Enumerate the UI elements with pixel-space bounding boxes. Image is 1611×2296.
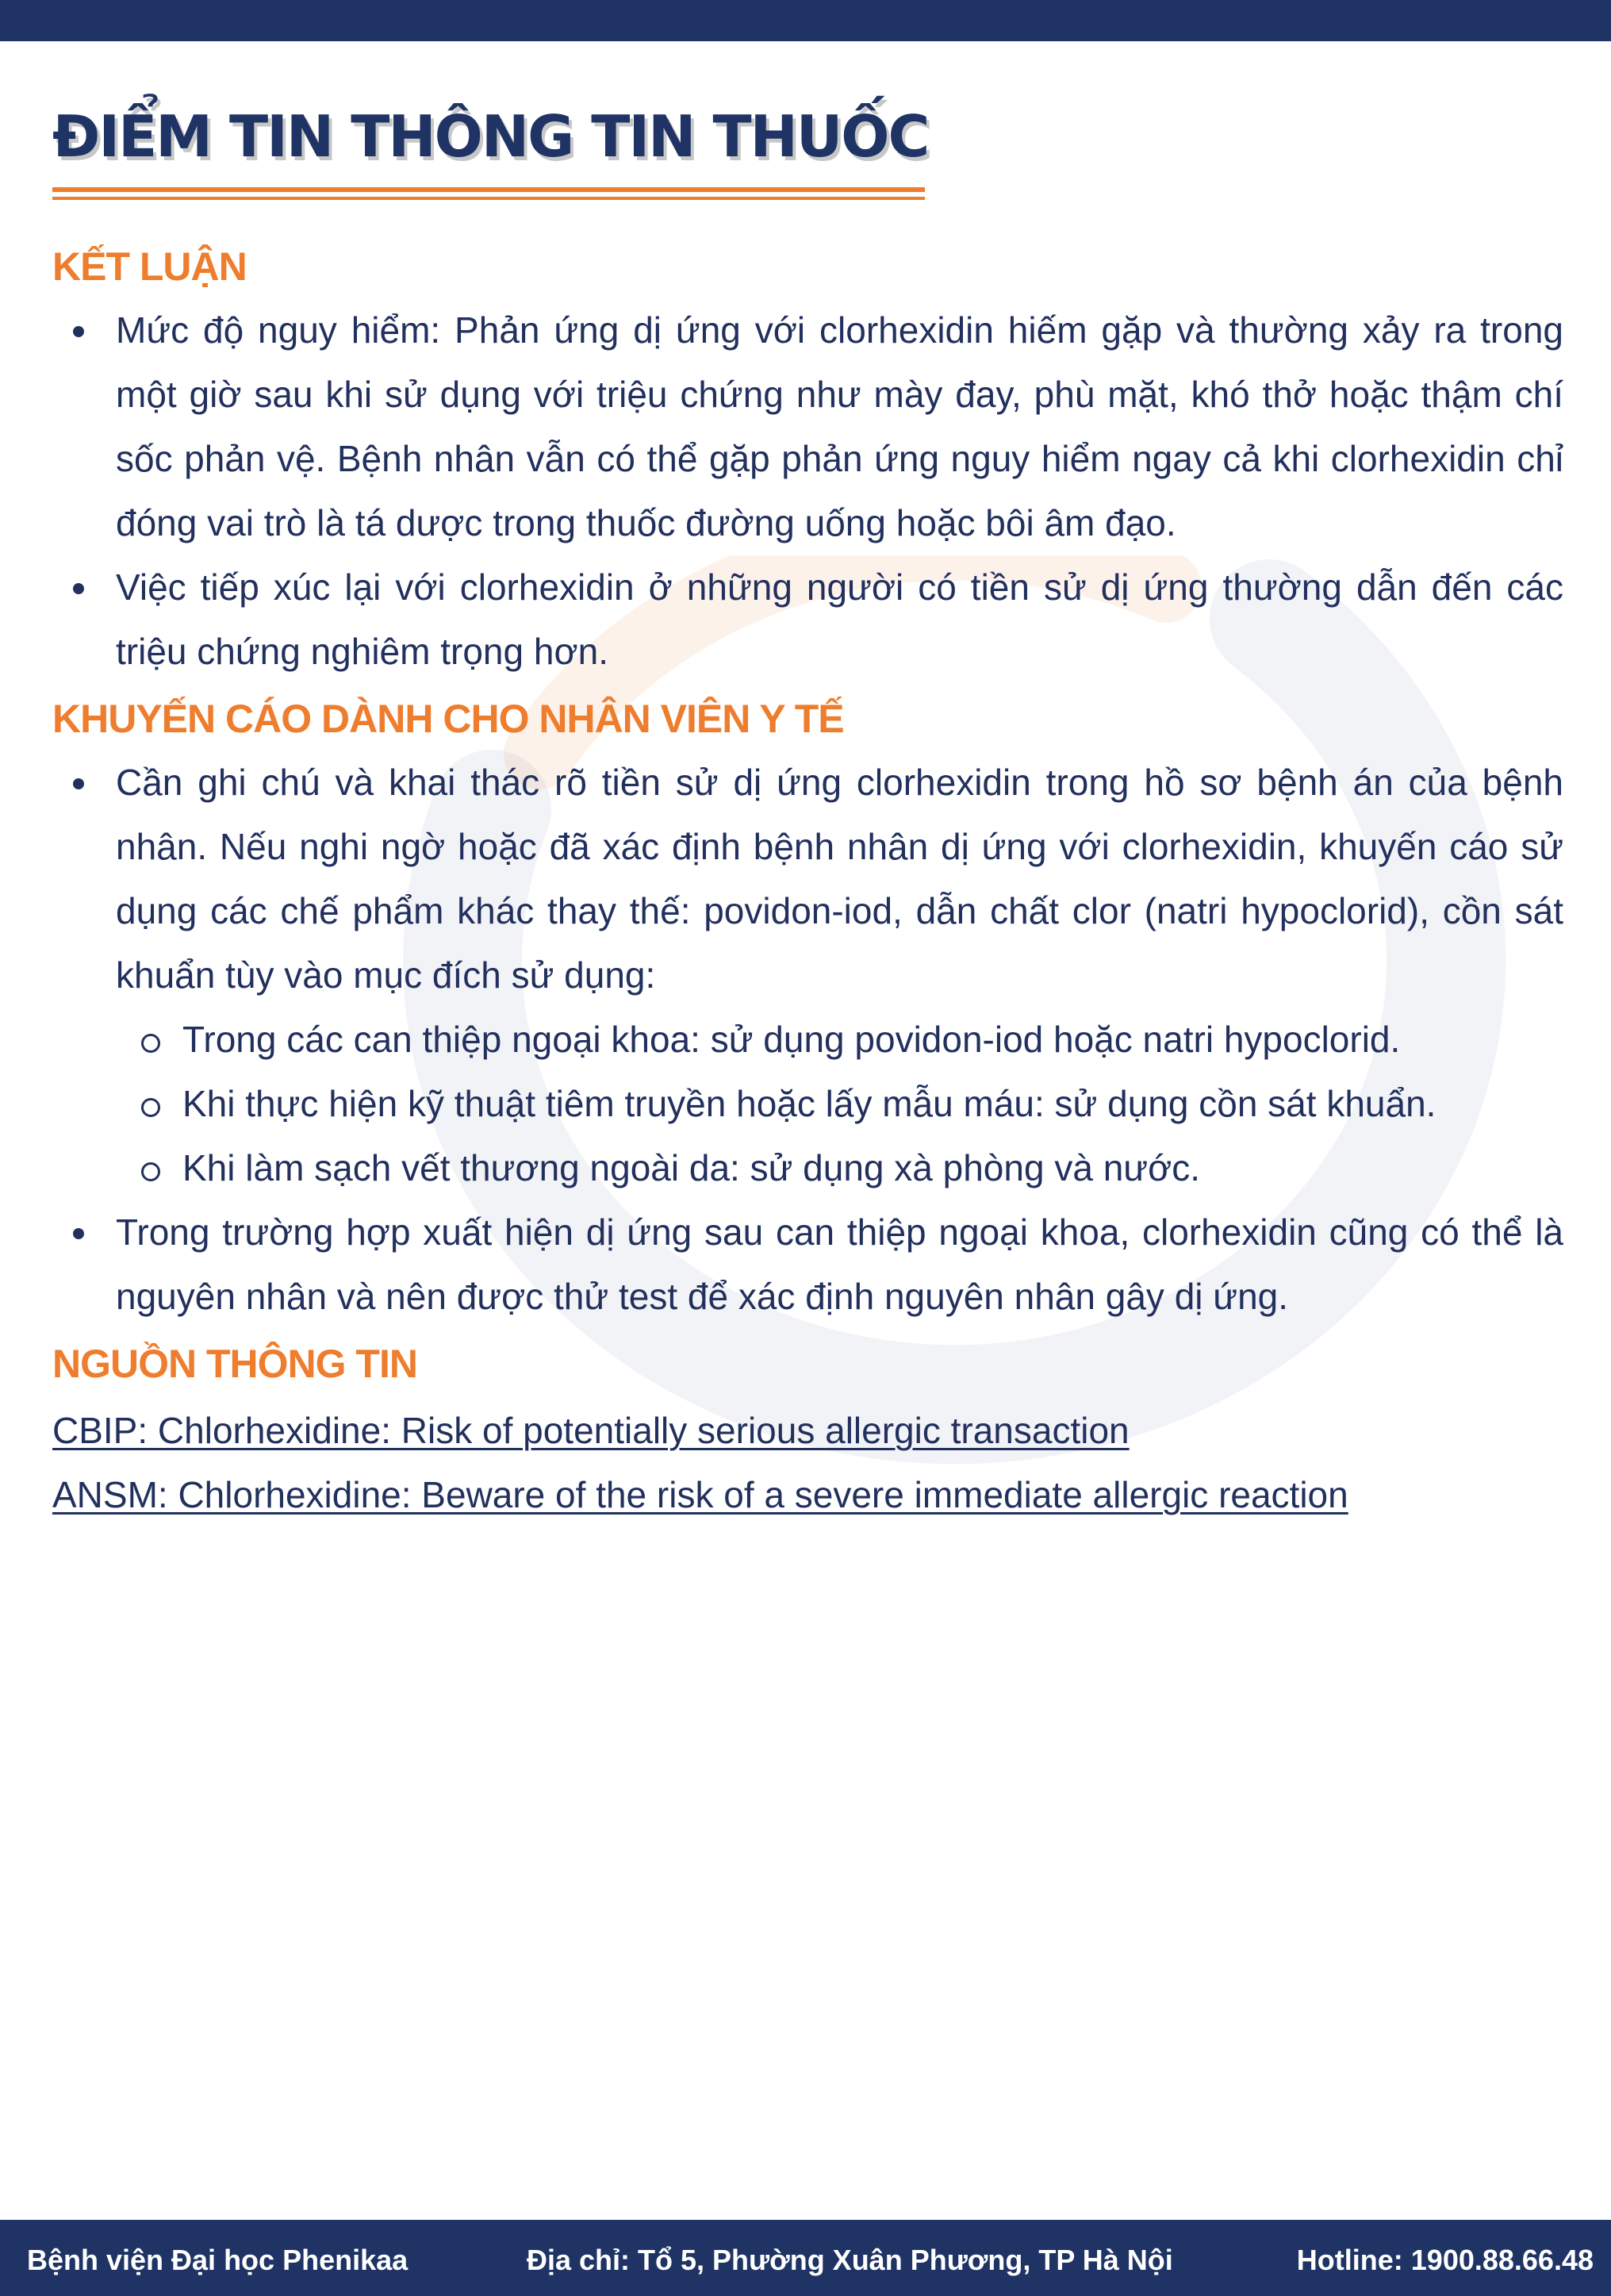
sub-list-item: Trong các can thiệp ngoại khoa: sử dụng povidon-iod hoặc natri hypoclorid.	[52, 1008, 1563, 1072]
sub-list-item: Khi làm sạch vết thương ngoài da: sử dụng xà phòng và nước.	[52, 1136, 1563, 1200]
list-item: Trong trường hợp xuất hiện dị ứng sau can thiệp ngoại khoa, clorhexidin cũng có thể là nguyên nhân và nên được thử test để xác định nguyên nhân gây dị ứng.	[52, 1200, 1563, 1329]
recommendation-sublist	[52, 1008, 1563, 1200]
section-heading-conclusion: KẾT LUẬN	[52, 244, 247, 289]
main-content	[52, 235, 1563, 1527]
section-heading-recommendation: KHUYẾN CÁO DÀNH CHO NHÂN VIÊN Y TẾ	[52, 697, 844, 741]
sources-list	[52, 1399, 1563, 1527]
conclusion-list	[52, 298, 1563, 684]
footer-hospital: Bệnh viện Đại học Phenikaa	[27, 2244, 409, 2276]
footer-bar	[0, 2220, 1611, 2296]
footer-hotline: Hotline: 1900.88.66.48	[1296, 2244, 1594, 2276]
list-item: Việc tiếp xúc lại với clorhexidin ở những người có tiền sử dị ứng thường dẫn đến các triệu chứng nghiêm trọng hơn.	[52, 555, 1563, 684]
footer-address: Địa chỉ: Tổ 5, Phường Xuân Phương, TP Hà Nội	[527, 2244, 1173, 2276]
list-item: Mức độ nguy hiểm: Phản ứng dị ứng với clorhexidin hiếm gặp và thường xảy ra trong một giờ sau khi sử dụng với triệu chứng như mày đay, phù mặt, khó thở hoặc thậm chí sốc phản vệ. Bệnh nhân vẫn có thể gặp phản ứng nguy hiểm ngay cả khi clorhexidin chỉ đóng vai trò là tá dược trong thuốc đường uống hoặc bôi âm đạo.	[52, 298, 1563, 555]
title-underline	[52, 187, 925, 200]
top-banner	[0, 0, 1611, 41]
page-header	[52, 103, 928, 170]
list-item: Cần ghi chú và khai thác rõ tiền sử dị ứng clorhexidin trong hồ sơ bệnh án của bệnh nhân. Nếu nghi ngờ hoặc đã xác định bệnh nhân dị ứng với clorhexidin, khuyến cáo sử dụng các chế phẩm khác thay thế: povidon-iod, dẫn chất clor (natri hypoclorid), cồn sát khuẩn tùy vào mục đích sử dụng:	[52, 751, 1563, 1008]
recommendation-list	[52, 751, 1563, 1008]
source-link-ansm[interactable]: ANSM: Chlorhexidine: Beware of the risk of a severe immediate allergic reaction	[52, 1474, 1348, 1515]
recommendation-list-continued	[52, 1200, 1563, 1329]
source-link-cbip[interactable]: CBIP: Chlorhexidine: Risk of potentially serious allergic transaction	[52, 1410, 1130, 1451]
page-title: ĐIỂM TIN THÔNG TIN THUỐC	[52, 103, 929, 170]
section-heading-sources: NGUỒN THÔNG TIN	[52, 1342, 417, 1386]
sub-list-item: Khi thực hiện kỹ thuật tiêm truyền hoặc lấy mẫu máu: sử dụng cồn sát khuẩn.	[52, 1072, 1563, 1136]
